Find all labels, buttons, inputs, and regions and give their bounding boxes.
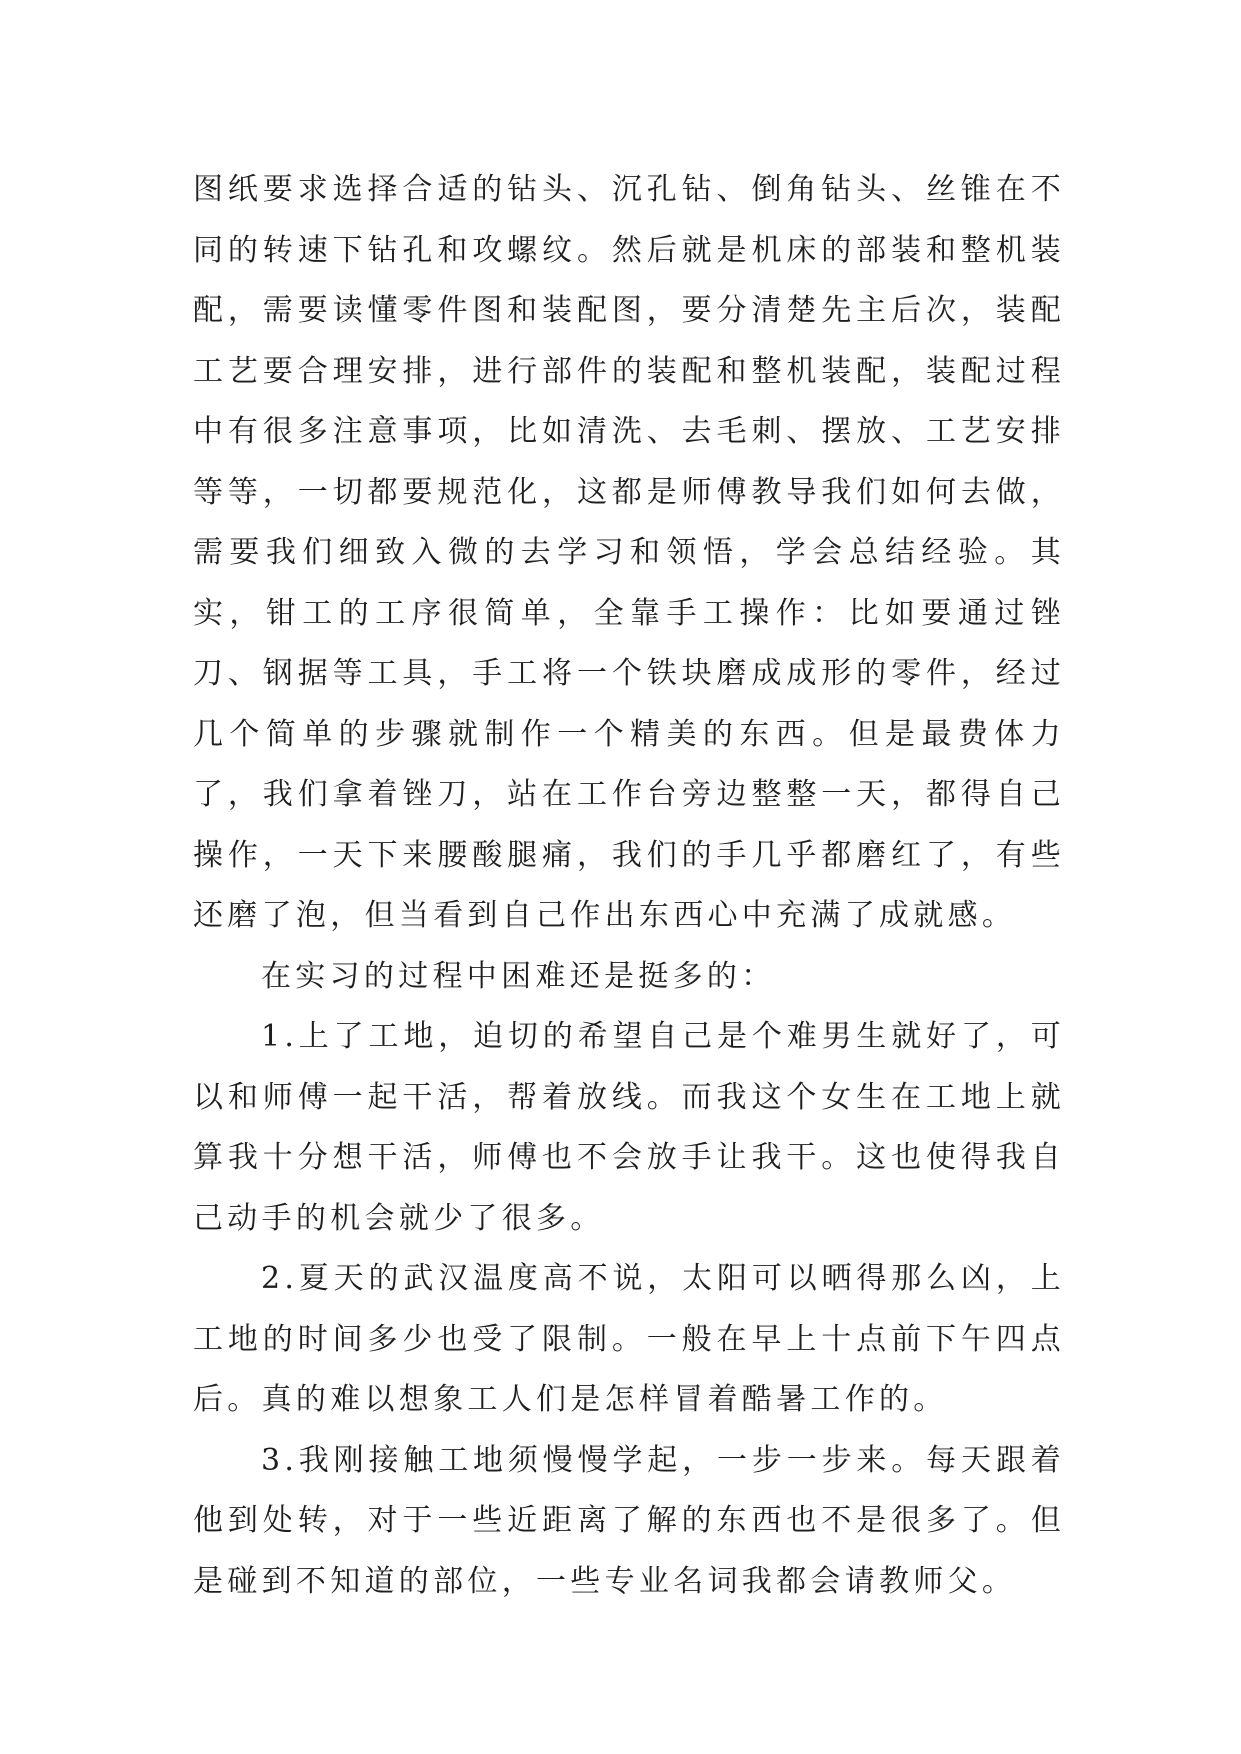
paragraph-item-1: 1.上了工地，迫切的希望自己是个难男生就好了，可以和师傅一起干活，帮着放线。而我这个女生在工地上就算我十分想干活，师傅也不会放手让我干。这也使得我自己动手的机会就少了很多。: [193, 1019, 1065, 1236]
document-body: [193, 160, 1065, 1612]
paragraph-continuation: 图纸要求选择合适的钻头、沉孔钻、倒角钻头、丝锥在不同的转速下钻孔和攻螺纹。然后就是机床的部装和整机装配，需要读懂零件图和装配图，要分清楚先主后次，装配工艺要合理安排，进行部件的装配和整机装配，装配过程中有很多注意事项，比如清洗、去毛刺、摆放、工艺安排等等，一切都要规范化，这都是师傅教导我们如何去做，需要我们细致入微的去学习和领悟，学会总结经验。其实，钳工的工序很简单，全靠手工操作：比如要通过锉刀、钢据等工具，手工将一个铁块磨成成形的零件，经过几个简单的步骤就制作一个精美的东西。但是最费体力了，我们拿着锉刀，站在工作台旁边整整一天，都得自己操作，一天下来腰酸腿痛，我们的手几乎都磨红了，有些还磨了泡，但当看到自己作出东西心中充满了成就感。: [193, 172, 1065, 933]
paragraph-item-3: 3.我刚接触工地须慢慢学起，一步一步来。每天跟着他到处转，对于一些近距离了解的东西也不是很多了。但是碰到不知道的部位，一些专业名词我都会请教师父。: [193, 1442, 1065, 1599]
paragraph-item-2: 2.夏天的武汉温度高不说，太阳可以晒得那么凶，上工地的时间多少也受了限制。一般在早上十点前下午四点后。真的难以想象工人们是怎样冒着酷暑工作的。: [193, 1261, 1065, 1417]
paragraph-difficulties-intro: 在实习的过程中困难还是挺多的：: [261, 958, 776, 994]
